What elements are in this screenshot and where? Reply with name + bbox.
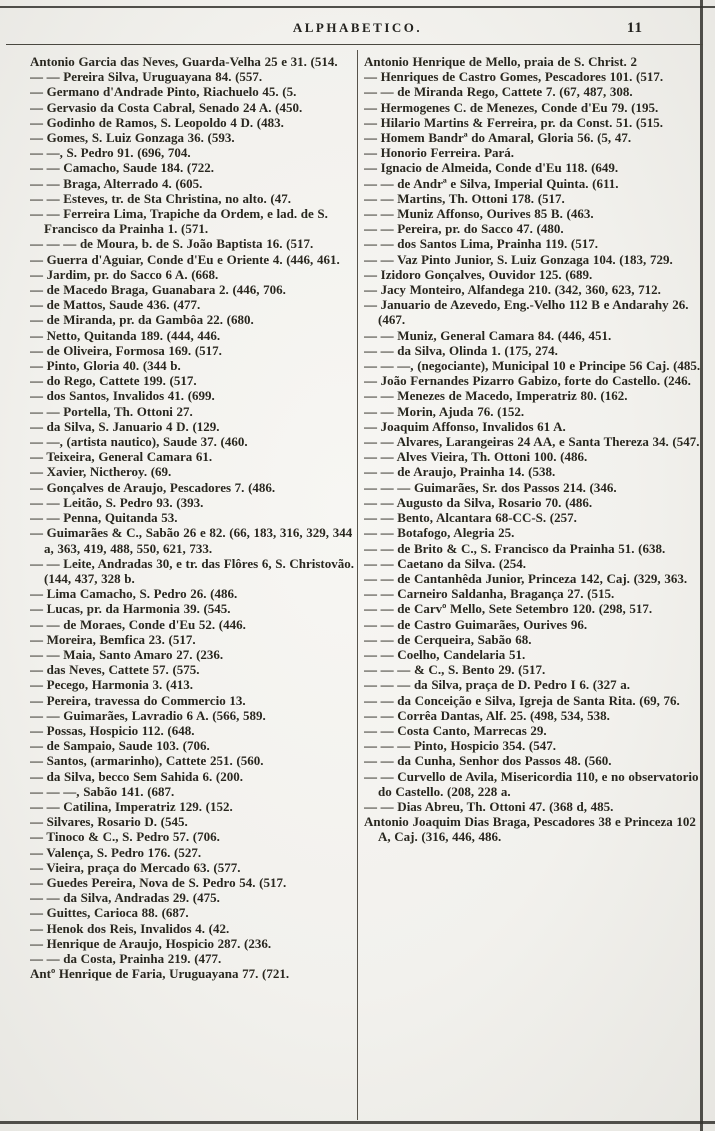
directory-entry: — Homem Bandrª do Amaral, Gloria 56. (5, 47.: [364, 130, 632, 146]
directory-entry: — — Menezes de Macedo, Imperatriz 80. (162.: [364, 388, 628, 404]
directory-entry: Antonio Henrique de Mello, praia de S. Christ. 2: [364, 54, 637, 69]
directory-entry: — — de Miranda Rego, Cattete 7. (67, 487, 308.: [364, 84, 633, 100]
directory-entry: — — Braga, Alterrado 4. (605.: [30, 175, 203, 191]
directory-entry: — Netto, Quitanda 189. (444, 446.: [30, 327, 221, 343]
directory-entry: — Teixeira, General Camara 61.: [30, 449, 213, 465]
directory-entry: — — Bento, Alcantara 68-CC-S. (257.: [364, 510, 577, 526]
directory-entry: — — da Silva, Andradas 29. (475.: [30, 890, 220, 906]
directory-entry: — — — Guimarães, Sr. dos Passos 214. (346.: [364, 479, 617, 495]
directory-entry: — Hilario Martins & Ferreira, pr. da Const. 51. (515.: [364, 114, 663, 130]
directory-entry: — Godinho de Ramos, S. Leopoldo 4 D. (483.: [30, 114, 284, 130]
column-divider: [357, 50, 358, 1120]
page-header: [30, 20, 685, 40]
directory-entry: — Pecego, Harmonia 3. (413.: [30, 677, 193, 693]
directory-entry: — Henriques de Castro Gomes, Pescadores 101. (517.: [364, 69, 664, 85]
directory-entry: — — Maia, Santo Amaro 27. (236.: [30, 646, 224, 662]
directory-entry: — — Leitão, S. Pedro 93. (393.: [30, 494, 204, 510]
directory-entry: — — de Andrª e Silva, Imperial Quinta. (611.: [364, 175, 619, 191]
directory-entry: — da Silva, S. Januario 4 D. (129.: [30, 418, 220, 434]
directory-entry: — — — da Silva, praça de D. Pedro I 6. (327 a.: [364, 677, 631, 693]
directory-entry: — — Catilina, Imperatriz 129. (152.: [30, 798, 233, 814]
directory-entry: — João Fernandes Pizarro Gabizo, forte do Castello. (246.: [364, 373, 691, 389]
directory-entry: — dos Santos, Invalidos 41. (699.: [30, 388, 215, 404]
directory-entry: — — Costa Canto, Marrecas 29.: [364, 722, 547, 738]
directory-entry: — — de Carvº Mello, Sete Setembro 120. (298, 517.: [364, 601, 653, 617]
directory-entry: — Pinto, Gloria 40. (344 b.: [30, 358, 181, 374]
directory-entry: — Silvares, Rosario D. (545.: [30, 814, 188, 830]
directory-entry: — — Pereira Silva, Uruguayana 84. (557.: [30, 69, 263, 85]
directory-entry: — — Corrêa Dantas, Alf. 25. (498, 534, 538.: [364, 707, 610, 723]
directory-entry: — Guerra d'Aguiar, Conde d'Eu e Oriente 4. (446, 461.: [30, 251, 340, 267]
directory-entry: — — —, Sabão 141. (687.: [30, 783, 175, 799]
directory-entry: — — Curvello de Avila, Misericordia 110, e no observatorio do Castello. (208, 228 a.: [364, 768, 699, 799]
directory-entry: — — — & C., S. Bento 29. (517.: [364, 662, 546, 678]
directory-entry: — Honorio Ferreira. Pará.: [364, 145, 515, 161]
directory-entry: — Jacy Monteiro, Alfandega 210. (342, 360, 623, 712.: [364, 282, 661, 298]
directory-entry: — — dos Santos Lima, Prainha 119. (517.: [364, 236, 598, 252]
directory-entry: — — Alvares, Larangeiras 24 AA, e Santa Thereza 34. (547.: [364, 434, 700, 450]
directory-entry: — de Mattos, Saude 436. (477.: [30, 297, 201, 313]
directory-entry: Antonio Garcia das Neves, Guarda-Velha 25 e 31. (514.: [30, 54, 338, 69]
left-column: [30, 54, 354, 1122]
directory-entry: — — Portella, Th. Ottoni 27.: [30, 403, 193, 419]
directory-entry: — de Oliveira, Formosa 169. (517.: [30, 342, 222, 358]
directory-entry: — Lucas, pr. da Harmonia 39. (545.: [30, 601, 231, 617]
directory-entry: — Januario de Azevedo, Eng.-Velho 112 B e Andarahy 26. (467.: [364, 297, 689, 328]
page-number: 11: [626, 20, 643, 36]
directory-entry: — — Botafogo, Alegria 25.: [364, 525, 515, 541]
directory-entry: — — — de Moura, b. de S. João Baptista 16. (517.: [30, 236, 314, 252]
directory-entry: — — Augusto da Silva, Rosario 70. (486.: [364, 494, 593, 510]
directory-entry: — Henrique de Araujo, Hospicio 287. (236.: [30, 935, 272, 951]
directory-entry: — — Dias Abreu, Th. Ottoni 47. (368 d, 485.: [364, 798, 614, 814]
directory-entry: — — da Silva, Olinda 1. (175, 274.: [364, 342, 558, 358]
directory-entry: — Guedes Pereira, Nova de S. Pedro 54. (517.: [30, 874, 287, 890]
directory-entry: — Germano d'Andrade Pinto, Riachuelo 45. (5.: [30, 84, 297, 100]
scan-edge-top: [0, 6, 715, 8]
directory-entry: — Moreira, Bemfica 23. (517.: [30, 631, 196, 647]
header-rule: [6, 44, 703, 45]
directory-entry: — de Macedo Braga, Guanabara 2. (446, 706.: [30, 282, 286, 298]
directory-entry: — Valença, S. Pedro 176. (527.: [30, 844, 202, 860]
directory-entry: — — Caetano da Silva. (254.: [364, 555, 526, 571]
directory-entry: — Izidoro Gonçalves, Ouvidor 125. (689.: [364, 266, 593, 282]
directory-entry: — — de Cerqueira, Sabão 68.: [364, 631, 532, 647]
directory-entry: — Lima Camacho, S. Pedro 26. (486.: [30, 586, 238, 602]
directory-entry: — — —, (negociante), Municipal 10 e Principe 56 Caj. (485.: [364, 358, 701, 374]
directory-entry: — — Muniz Affonso, Ourives 85 B. (463.: [364, 206, 594, 222]
directory-entry: — Henok dos Reis, Invalidos 4. (42.: [30, 920, 230, 936]
directory-entry: — — Camacho, Saude 184. (722.: [30, 160, 215, 176]
directory-entry: — Santos, (armarinho), Cattete 251. (560.: [30, 753, 264, 769]
directory-entry: — Joaquim Affonso, Invalidos 61 A.: [364, 418, 566, 434]
directory-entry: — Guittes, Carioca 88. (687.: [30, 905, 189, 921]
directory-entry: — — da Cunha, Senhor dos Passos 48. (560.: [364, 753, 612, 769]
directory-entry: — — Pereira, pr. do Sacco 47. (480.: [364, 221, 564, 237]
directory-entry: — Possas, Hospicio 112. (648.: [30, 722, 195, 738]
directory-entry: — Ignacio de Almeida, Conde d'Eu 118. (649.: [364, 160, 619, 176]
directory-entry: Antº Henrique de Faria, Uruguayana 77. (721.: [30, 966, 290, 982]
directory-entry: — do Rego, Cattete 199. (517.: [30, 373, 197, 389]
running-head: ALPHABETICO.: [292, 20, 423, 35]
directory-entry: — — Martins, Th. Ottoni 178. (517.: [364, 190, 565, 206]
directory-entry: — — Carneiro Saldanha, Bragança 27. (515.: [364, 586, 615, 602]
directory-entry: — — Muniz, General Camara 84. (446, 451.: [364, 327, 612, 343]
directory-entry: — —, S. Pedro 91. (696, 704.: [30, 145, 191, 161]
directory-entry: — — Esteves, tr. de Sta Christina, no alto. (47.: [30, 190, 291, 206]
directory-entry: — — Guimarães, Lavradio 6 A. (566, 589.: [30, 707, 266, 723]
directory-entry: — Tinoco & C., S. Pedro 57. (706.: [30, 829, 220, 845]
right-column: [364, 54, 702, 1122]
directory-entry: — — Leite, Andradas 30, e tr. das Flôres 6, S. Christovão. (144, 437, 328 b.: [30, 555, 354, 586]
directory-entry: — Xavier, Nictheroy. (69.: [30, 464, 172, 480]
directory-entry: — Gomes, S. Luiz Gonzaga 36. (593.: [30, 130, 235, 146]
directory-entry: — da Silva, becco Sem Sahida 6. (200.: [30, 768, 243, 784]
directory-entry: — das Neves, Cattete 57. (575.: [30, 662, 200, 678]
directory-entry: — Gervasio da Costa Cabral, Senado 24 A. (450.: [30, 99, 303, 115]
directory-entry: — Vieira, praça do Mercado 63. (577.: [30, 859, 241, 875]
directory-entry: Antonio Joaquim Dias Braga, Pescadores 38 e Princeza 102 A, Caj. (316, 446, 486.: [364, 814, 696, 845]
directory-entry: — — de Araujo, Prainha 14. (538.: [364, 464, 556, 480]
directory-entry: — —, (artista nautico), Saude 37. (460.: [30, 434, 248, 450]
directory-entry: — de Sampaio, Saude 103. (706.: [30, 738, 210, 754]
directory-entry: — de Miranda, pr. da Gambôa 22. (680.: [30, 312, 254, 328]
directory-entry: — — de Cantanhêda Junior, Princeza 142, Caj. (329, 363.: [364, 570, 688, 586]
directory-entry: — — Ferreira Lima, Trapiche da Ordem, e lad. de S. Francisco da Prainha 1. (571.: [30, 206, 328, 237]
directory-entry: — Pereira, travessa do Commercio 13.: [30, 692, 246, 708]
directory-entry: — — da Conceição e Silva, Igreja de Santa Rita. (69, 76.: [364, 692, 680, 708]
directory-entry: — — Coelho, Candelaria 51.: [364, 646, 526, 662]
directory-entry: — — Alves Vieira, Th. Ottoni 100. (486.: [364, 449, 588, 465]
directory-entry: — — de Moraes, Conde d'Eu 52. (446.: [30, 616, 246, 632]
directory-entry: — Gonçalves de Araujo, Pescadores 7. (486.: [30, 479, 276, 495]
directory-entry: — Hermogenes C. de Menezes, Conde d'Eu 79. (195.: [364, 99, 659, 115]
directory-entry: — Guimarães & C., Sabão 26 e 82. (66, 183, 316, 329, 344 a, 363, 419, 488, 550, 621, 733.: [30, 525, 353, 556]
directory-entry: — — da Costa, Prainha 219. (477.: [30, 950, 222, 966]
directory-entry: — Jardim, pr. do Sacco 6 A. (668.: [30, 266, 219, 282]
directory-entry: — — de Brito & C., S. Francisco da Prainha 51. (638.: [364, 540, 666, 556]
directory-entry: — — Vaz Pinto Junior, S. Luiz Gonzaga 104. (183, 729.: [364, 251, 673, 267]
directory-entry: — — Morin, Ajuda 76. (152.: [364, 403, 525, 419]
directory-entry: — — — Pinto, Hospicio 354. (547.: [364, 738, 556, 754]
directory-entry: — — de Castro Guimarães, Ourives 96.: [364, 616, 588, 632]
directory-entry: — — Penna, Quitanda 53.: [30, 510, 178, 526]
